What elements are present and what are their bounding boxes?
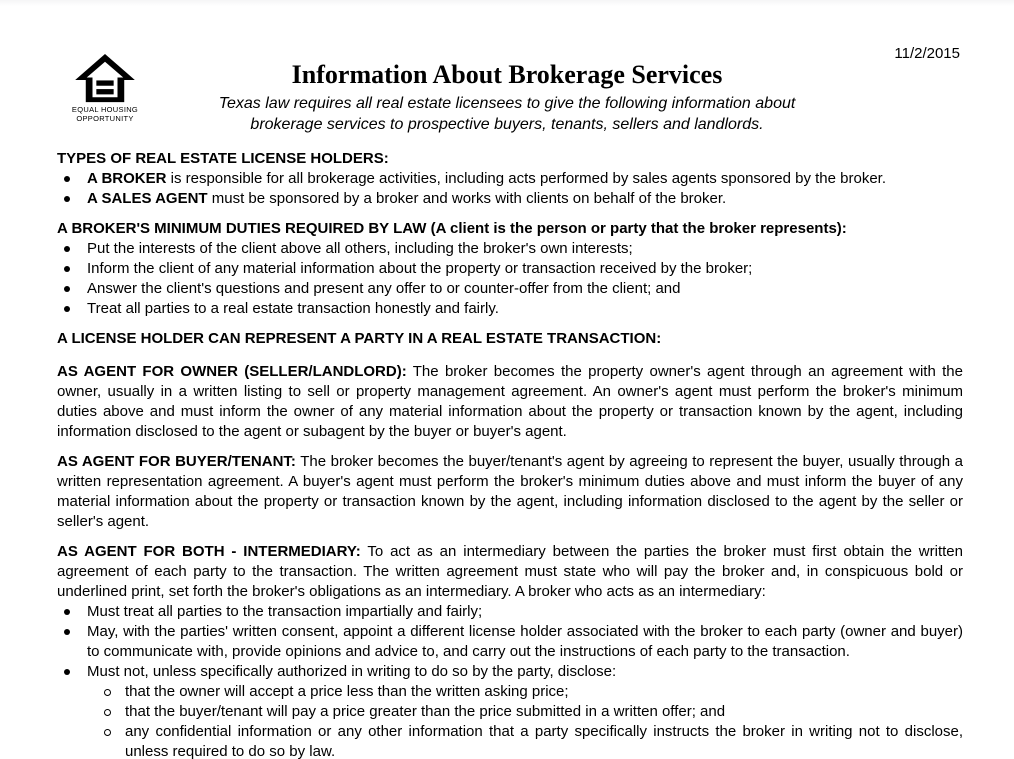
section-can-represent bbox=[57, 329, 963, 349]
bullet-text: that the owner will accept a price less than the written asking price; bbox=[125, 683, 569, 700]
page-subtitle bbox=[0, 93, 1014, 135]
bullet-text: Put the interests of the client above all others, including the broker's own interests; bbox=[87, 240, 633, 257]
bullet-icon bbox=[57, 279, 87, 299]
bullet-text: Must treat all parties to the transaction impartially and fairly; bbox=[87, 603, 483, 620]
bullet-icon bbox=[57, 239, 87, 259]
paragraph-body: The broker becomes the property owner's agent through an agreement with the owner, usually in a written listing to sell or property management agreement. An owner's agent must perform the broker's minimum duties above and must inform the owner of any material information about the property or transaction known by the agent, including information disclosed to the agent or subagent by the buyer or buyer's agent. bbox=[57, 363, 963, 440]
paragraph-lead: AS AGENT FOR BUYER/TENANT: bbox=[57, 453, 296, 470]
document-header bbox=[0, 0, 1014, 135]
logo-caption-line2: OPPORTUNITY bbox=[76, 114, 134, 123]
paragraph-body: The broker becomes the buyer/tenant's agent by agreeing to represent the buyer, usually through a written representation agreement. A buyer's agent must perform the broker's minimum duties above and must inform the buyer of any material information about the property or transaction known by the agent, including information disclosed to the agent by the seller or seller's agent. bbox=[57, 453, 964, 530]
paragraph-agent-for-owner bbox=[57, 362, 963, 442]
page-subtitle-line1: Texas law requires all real estate licensees to give the following information about bbox=[218, 95, 796, 112]
bullet-icon bbox=[57, 662, 87, 682]
bullet-icon bbox=[57, 259, 87, 279]
section-heading: TYPES OF REAL ESTATE LICENSE HOLDERS: bbox=[57, 150, 389, 167]
bullet-icon bbox=[57, 189, 87, 209]
bullet-text bbox=[87, 169, 963, 189]
bullet-lead: A BROKER bbox=[87, 170, 167, 187]
list-item bbox=[57, 189, 963, 209]
section-license-holder-types bbox=[57, 149, 963, 209]
sub-list-item bbox=[97, 722, 963, 759]
revision-date: 11/2/2015 bbox=[894, 45, 960, 62]
document-body bbox=[57, 149, 963, 759]
list-item bbox=[57, 169, 963, 189]
paragraph-body: To act as an intermediary between the parties the broker must first obtain the written agreement of each party to the transaction. The written agreement must state who will pay the broker and, in conspicuous bold or underlined print, set forth the broker's obligations as an intermediary. A broker who acts as an intermediary: bbox=[57, 543, 963, 600]
list-item bbox=[57, 662, 963, 682]
bullet-text: May, with the parties' written consent, appoint a different license holder associated with the broker to each party (owner and buyer) to communicate with, provide opinions and advice to, and carry out the instructions of each party to the transaction. bbox=[87, 623, 963, 660]
paragraph-lead: AS AGENT FOR OWNER (SELLER/LANDLORD): bbox=[57, 363, 407, 380]
sub-list-item bbox=[97, 702, 963, 722]
bullet-body: must be sponsored by a broker and works with clients on behalf of the broker. bbox=[207, 190, 727, 207]
bullet-text: Answer the client's questions and present any offer to or counter-offer from the client; and bbox=[87, 280, 681, 297]
bullet-text: Must not, unless specifically authorized in writing to do so by the party, disclose: bbox=[87, 663, 617, 680]
list-item bbox=[57, 239, 963, 259]
circle-bullet-icon bbox=[97, 682, 125, 702]
page-title: Information About Brokerage Services bbox=[291, 60, 723, 89]
bullet-text: Inform the client of any material information about the property or transaction received by the broker; bbox=[87, 260, 753, 277]
bullet-lead: A SALES AGENT bbox=[87, 190, 208, 207]
paragraph-lead: AS AGENT FOR BOTH - INTERMEDIARY: bbox=[57, 543, 361, 560]
logo-caption-line1: EQUAL HOUSING bbox=[71, 105, 139, 114]
section-intermediary bbox=[57, 542, 963, 759]
section-heading: A BROKER'S MINIMUM DUTIES REQUIRED BY LAW (A client is the person or party that the broker represents): bbox=[57, 220, 847, 237]
list-item bbox=[57, 299, 963, 319]
circle-bullet-icon bbox=[97, 722, 125, 759]
list-item bbox=[57, 279, 963, 299]
bullet-text: any confidential information or any other information that a party specifically instructs the broker in writing not to disclose, unless required to do so by law. bbox=[125, 723, 963, 759]
equal-housing-logo bbox=[58, 54, 152, 123]
equal-housing-opportunity-icon bbox=[74, 54, 136, 104]
bullet-icon bbox=[57, 169, 87, 189]
bullet-icon bbox=[57, 299, 87, 319]
list-item bbox=[57, 602, 963, 622]
list-item bbox=[57, 622, 963, 662]
paragraph-agent-for-buyer bbox=[57, 452, 963, 532]
paragraph-intermediary bbox=[57, 542, 963, 602]
sub-list-item bbox=[97, 682, 963, 702]
bullet-icon bbox=[57, 622, 87, 662]
section-minimum-duties bbox=[57, 219, 963, 319]
page-subtitle-line2: brokerage services to prospective buyers, tenants, sellers and landlords. bbox=[250, 116, 764, 133]
bullet-text: that the buyer/tenant will pay a price greater than the price submitted in a written offer; and bbox=[125, 703, 726, 720]
list-item bbox=[57, 259, 963, 279]
circle-bullet-icon bbox=[97, 702, 125, 722]
bullet-text: Treat all parties to a real estate transaction honestly and fairly. bbox=[87, 300, 499, 317]
section-heading: A LICENSE HOLDER CAN REPRESENT A PARTY IN A REAL ESTATE TRANSACTION: bbox=[57, 330, 662, 347]
bullet-body: is responsible for all brokerage activities, including acts performed by sales agents sponsored by the broker. bbox=[166, 170, 886, 187]
bullet-icon bbox=[57, 602, 87, 622]
bullet-text bbox=[87, 189, 963, 209]
